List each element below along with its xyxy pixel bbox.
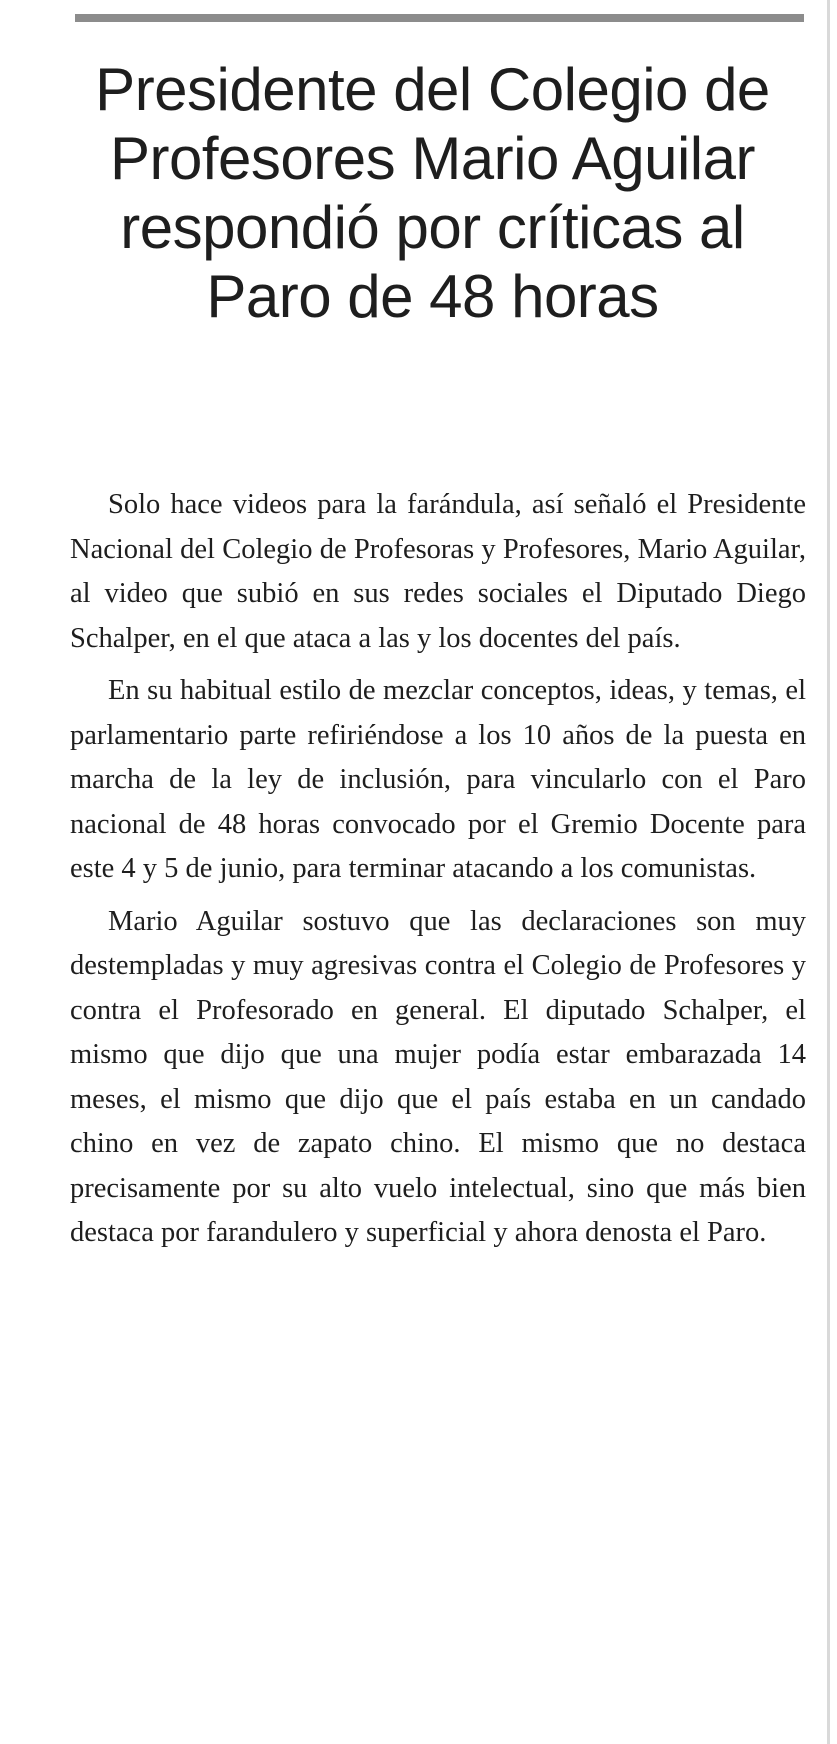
article-headline: Presidente del Colegio de Profesores Mario Aguilar respondió por críticas al Paro de 48 horas (95, 56, 770, 330)
article-paragraph-1: Solo hace videos para la farándula, así señaló el Presidente Nacional del Colegio de Profesoras y Profesores, Mario Aguilar, al video que subió en sus redes sociales el Diputado Diego Schalper, en el que ataca a las y los docentes del país. (70, 489, 806, 654)
article-body (70, 483, 806, 1264)
article-paragraph-2: En su habitual estilo de mezclar conceptos, ideas, y temas, el parlamentario parte refiriéndose a los 10 años de la puesta en marcha de la ley de inclusión, para vincularlo con el Paro nacional de 48 horas convocado por el Gremio Docente para este 4 y 5 de junio, para terminar atacando a los comunistas. (70, 675, 806, 884)
top-rule-divider (75, 14, 804, 22)
page-edge-divider (827, 0, 830, 1744)
article-paragraph-3: Mario Aguilar sostuvo que las declaraciones son muy destempladas y muy agresivas contra el Colegio de Profesores y contra el Profesorado en general. El diputado Schalper, el mismo que dijo que una mujer podía estar embarazada 14 meses, el mismo que dijo que el país estaba en un candado chino en vez de zapato chino. El mismo que no destaca precisamente por su alto vuelo intelectual, sino que más bien destaca por farandulero y superficial y ahora denosta el Paro. (70, 905, 806, 1248)
